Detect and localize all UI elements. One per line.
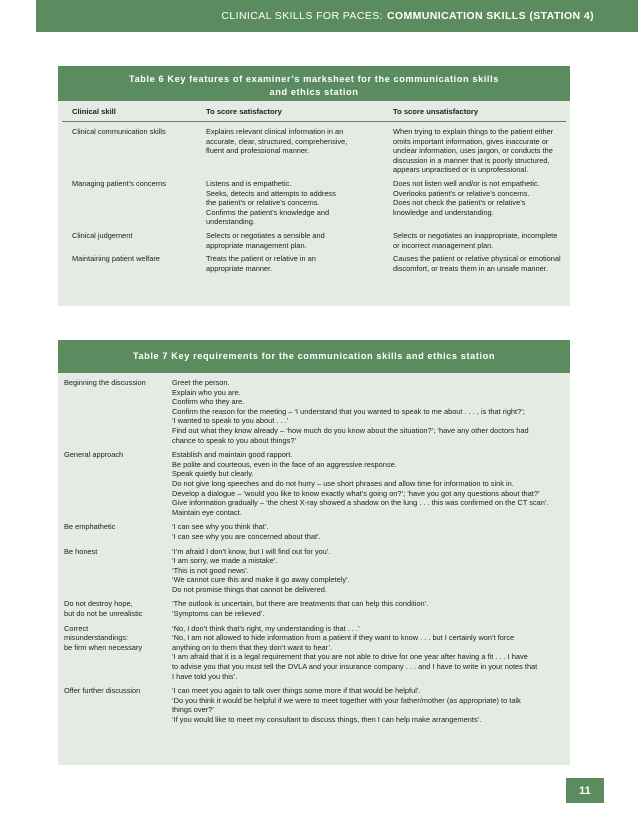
requirement-text-cell bbox=[172, 547, 564, 595]
table-row bbox=[62, 250, 566, 273]
unsatisfactory-line: Does not check the patient’s or relative’s bbox=[393, 198, 526, 208]
requirement-label-line: Correct bbox=[64, 623, 89, 633]
requirement-text-line: Greet the person. bbox=[172, 378, 230, 387]
requirement-text-cell bbox=[172, 624, 564, 682]
requirement-label-line: Do not destroy hope, bbox=[64, 599, 133, 609]
requirement-text-line: ‘I can meet you again to talk over things some more if that would be helpful’. bbox=[172, 686, 421, 696]
requirement-text-line: ‘Do you think it would be helpful if we were to meet together with your father/mother (as appropriate) to talk bbox=[172, 695, 521, 705]
requirement-text-line: Confirm the reason for the meeting – ‘I understand that you wanted to speak to me about . . . , is that right?’; bbox=[172, 406, 525, 416]
requirement-label-line: but do not be unrealistic bbox=[64, 609, 143, 619]
requirement-label-cell bbox=[64, 378, 172, 445]
requirement-text-cell bbox=[172, 522, 564, 541]
table-7 bbox=[58, 340, 570, 765]
requirement-text-line: ‘I can see why you are concerned about that’. bbox=[172, 531, 321, 541]
requirement-text-line: ‘This is not good news’. bbox=[172, 565, 249, 575]
requirement-label-cell bbox=[64, 599, 172, 618]
satisfactory-line: Confirms the patient’s knowledge and bbox=[206, 207, 330, 217]
requirement-text-line: Explain who you are. bbox=[172, 387, 241, 397]
table-6-title-line2: and ethics station bbox=[269, 87, 359, 97]
table-row bbox=[58, 542, 570, 595]
satisfactory-line: understanding. bbox=[206, 217, 255, 227]
unsatisfactory-line: Does not listen well and/or is not empathetic. bbox=[393, 178, 540, 188]
requirement-label-line: General approach bbox=[64, 450, 124, 460]
header-prefix: CLINICAL SKILLS FOR PACES: bbox=[221, 10, 383, 22]
unsatisfactory-line: Selects or negotiates an inappropriate, incomplete bbox=[393, 230, 558, 240]
requirement-text-line: anything on to them that they don’t want to hear’. bbox=[172, 642, 333, 652]
table-row bbox=[58, 594, 570, 618]
satisfactory-line: Explains relevant clinical information in an bbox=[206, 127, 344, 136]
requirement-text-line: things over?’ bbox=[172, 705, 214, 715]
requirement-label-cell bbox=[64, 624, 172, 682]
requirement-text-line: Maintain eye contact. bbox=[172, 507, 242, 517]
unsatisfactory-line: discomfort, or treats them in an unsafe manner. bbox=[393, 263, 548, 273]
table-row bbox=[58, 681, 570, 724]
column-header-unsatisfactory: To score unsatisfactory bbox=[393, 107, 479, 116]
requirement-text-line: Do not promise things that cannot be delivered. bbox=[172, 584, 327, 594]
requirement-label-cell bbox=[64, 686, 172, 724]
requirement-text-line: ‘I can see why you think that’. bbox=[172, 522, 269, 532]
requirement-label-line: Be emphathetic bbox=[64, 522, 116, 532]
requirement-text-line: Do not give long speeches and do not hurry – use short phrases and allow time for information to sink in. bbox=[172, 478, 514, 488]
requirement-text-line: I have told you this’. bbox=[172, 671, 238, 681]
requirement-text-line: Develop a dialogue – ‘would you like to know exactly what’s going on?’; ‘have you got any questions about that?’ bbox=[172, 488, 540, 498]
unsatisfactory-line: Overlooks patient’s or relative’s concerns. bbox=[393, 188, 530, 198]
requirement-text-line: ‘We cannot cure this and make it go away completely’. bbox=[172, 575, 350, 585]
unsatisfactory-line: omits important information, gives inaccurate or bbox=[393, 136, 549, 146]
table-row bbox=[62, 175, 566, 227]
satisfactory-line: appropriate management plan. bbox=[206, 240, 307, 250]
requirement-label-cell bbox=[64, 547, 172, 595]
column-header-skill: Clinical skill bbox=[72, 107, 116, 116]
unsatisfactory-line: When trying to explain things to the patient either bbox=[393, 127, 554, 136]
requirement-label-line: be firm when necessary bbox=[64, 642, 143, 652]
requirement-label-line: Offer further discussion bbox=[64, 686, 141, 696]
table-row bbox=[58, 445, 570, 517]
requirement-text-line: Speak quietly but clearly. bbox=[172, 469, 254, 479]
unsatisfactory-line: unclear information, uses jargon, or conducts the bbox=[393, 146, 553, 156]
requirement-text-line: chance to speak to you about things?’ bbox=[172, 435, 297, 445]
requirement-text-line: ‘No, I am not allowed to hide information from a patient if they want to know . . . but I certainly won’t force bbox=[172, 633, 515, 643]
clinical-skill-cell: Clinical judgement bbox=[72, 230, 133, 240]
satisfactory-cell bbox=[206, 254, 393, 273]
requirement-label-line: Beginning the discussion bbox=[64, 378, 146, 387]
requirement-label-cell bbox=[64, 522, 172, 541]
requirement-text-line: Find out what they know already – ‘how much do you know about the situation?’; ‘have any other doctors had bbox=[172, 425, 529, 435]
satisfactory-line: appropriate manner. bbox=[206, 263, 273, 273]
requirement-text-line: ‘I wanted to speak to you about . . .’ bbox=[172, 416, 289, 426]
unsatisfactory-cell bbox=[393, 179, 575, 227]
requirement-text-line: ‘Symptoms can be relieved’. bbox=[172, 609, 265, 619]
table-row bbox=[62, 122, 566, 175]
table-row bbox=[58, 517, 570, 541]
satisfactory-line: Seeks, detects and attempts to address bbox=[206, 188, 336, 198]
requirement-text-line: ‘I am sorry, we made a mistake’. bbox=[172, 556, 278, 566]
unsatisfactory-line: appears unpractised or is unprofessional. bbox=[393, 165, 529, 175]
requirement-label-line: misunderstandings: bbox=[64, 633, 129, 643]
satisfactory-line: Selects or negotiates a sensible and bbox=[206, 230, 325, 240]
requirement-text-line: to advise you that you must tell the DVLA and your insurance company . . . and I have to write in your notes that bbox=[172, 662, 538, 672]
requirement-text-line: ‘I’m afraid I don’t know, but I will find out for you’. bbox=[172, 546, 331, 556]
satisfactory-line: fluent and professional manner. bbox=[206, 146, 310, 156]
requirement-text-line: ‘I am afraid that it is a legal requirement that you are not able to drive for one year after having a fit . . . I have bbox=[172, 652, 528, 662]
requirement-text-cell bbox=[172, 450, 564, 517]
requirement-text-line: ‘If you would like to meet my consultant to discuss things, then I can help make arrangements’. bbox=[172, 715, 482, 724]
requirement-text-cell bbox=[172, 378, 564, 445]
requirement-text-line: ‘The outlook is uncertain, but there are treatments that can help this condition’. bbox=[172, 599, 429, 609]
running-header bbox=[36, 0, 638, 32]
unsatisfactory-line: Causes the patient or relative physical or emotional bbox=[393, 254, 561, 264]
table-row bbox=[62, 227, 566, 250]
table-row bbox=[58, 373, 570, 445]
requirement-text-line: ‘No, I don’t think that’s right, my understanding is that . . .’ bbox=[172, 623, 360, 633]
unsatisfactory-line: discussion in a manner that is poorly structured, bbox=[393, 155, 550, 165]
clinical-skill-cell: Managing patient’s concerns bbox=[72, 178, 166, 188]
satisfactory-line: accurate, clear, structured, comprehensive, bbox=[206, 136, 348, 146]
satisfactory-cell bbox=[206, 179, 393, 227]
requirement-text-line: Confirm who they are. bbox=[172, 397, 245, 407]
column-header-satisfactory: To score satisfactory bbox=[206, 107, 282, 116]
unsatisfactory-cell bbox=[393, 231, 575, 250]
satisfactory-cell bbox=[206, 231, 393, 250]
satisfactory-cell bbox=[206, 127, 393, 175]
requirement-text-cell bbox=[172, 599, 564, 618]
requirement-text-line: Be polite and courteous, even in the face of an aggressive response. bbox=[172, 459, 397, 469]
clinical-skill-cell: Clinical communication skills bbox=[72, 127, 166, 136]
table-6-title-line1: Table 6 Key features of examiner’s marksheet for the communication skills bbox=[129, 74, 499, 84]
table-6-title bbox=[58, 66, 570, 101]
unsatisfactory-line: knowledge and understanding. bbox=[393, 207, 494, 217]
requirement-label-line: Be honest bbox=[64, 546, 98, 556]
table-6-body bbox=[58, 122, 570, 273]
page-number: 11 bbox=[566, 778, 604, 803]
satisfactory-line: Listens and is empathetic. bbox=[206, 178, 292, 188]
unsatisfactory-cell bbox=[393, 254, 575, 273]
requirement-text-cell bbox=[172, 686, 564, 724]
table-6 bbox=[58, 66, 570, 306]
table-7-title: Table 7 Key requirements for the communication skills and ethics station bbox=[58, 340, 570, 373]
table-7-body bbox=[58, 373, 570, 725]
unsatisfactory-cell bbox=[393, 127, 575, 175]
table-row bbox=[58, 619, 570, 682]
header-section: COMMUNICATION SKILLS (STATION 4) bbox=[386, 10, 594, 22]
satisfactory-line: the patient’s or relative’s concerns. bbox=[206, 198, 320, 208]
clinical-skill-cell: Maintaining patient welfare bbox=[72, 254, 160, 264]
unsatisfactory-line: or incorrect management plan. bbox=[393, 240, 494, 250]
requirement-label-cell bbox=[64, 450, 172, 517]
satisfactory-line: Treats the patient or relative in an bbox=[206, 254, 316, 264]
table-6-header-row bbox=[62, 101, 566, 122]
requirement-text-line: Establish and maintain good rapport. bbox=[172, 450, 293, 460]
requirement-text-line: Give information gradually – ‘the chest X-ray showed a shadow on the lung . . . this was confirmed on the CT scan’. bbox=[172, 498, 549, 508]
